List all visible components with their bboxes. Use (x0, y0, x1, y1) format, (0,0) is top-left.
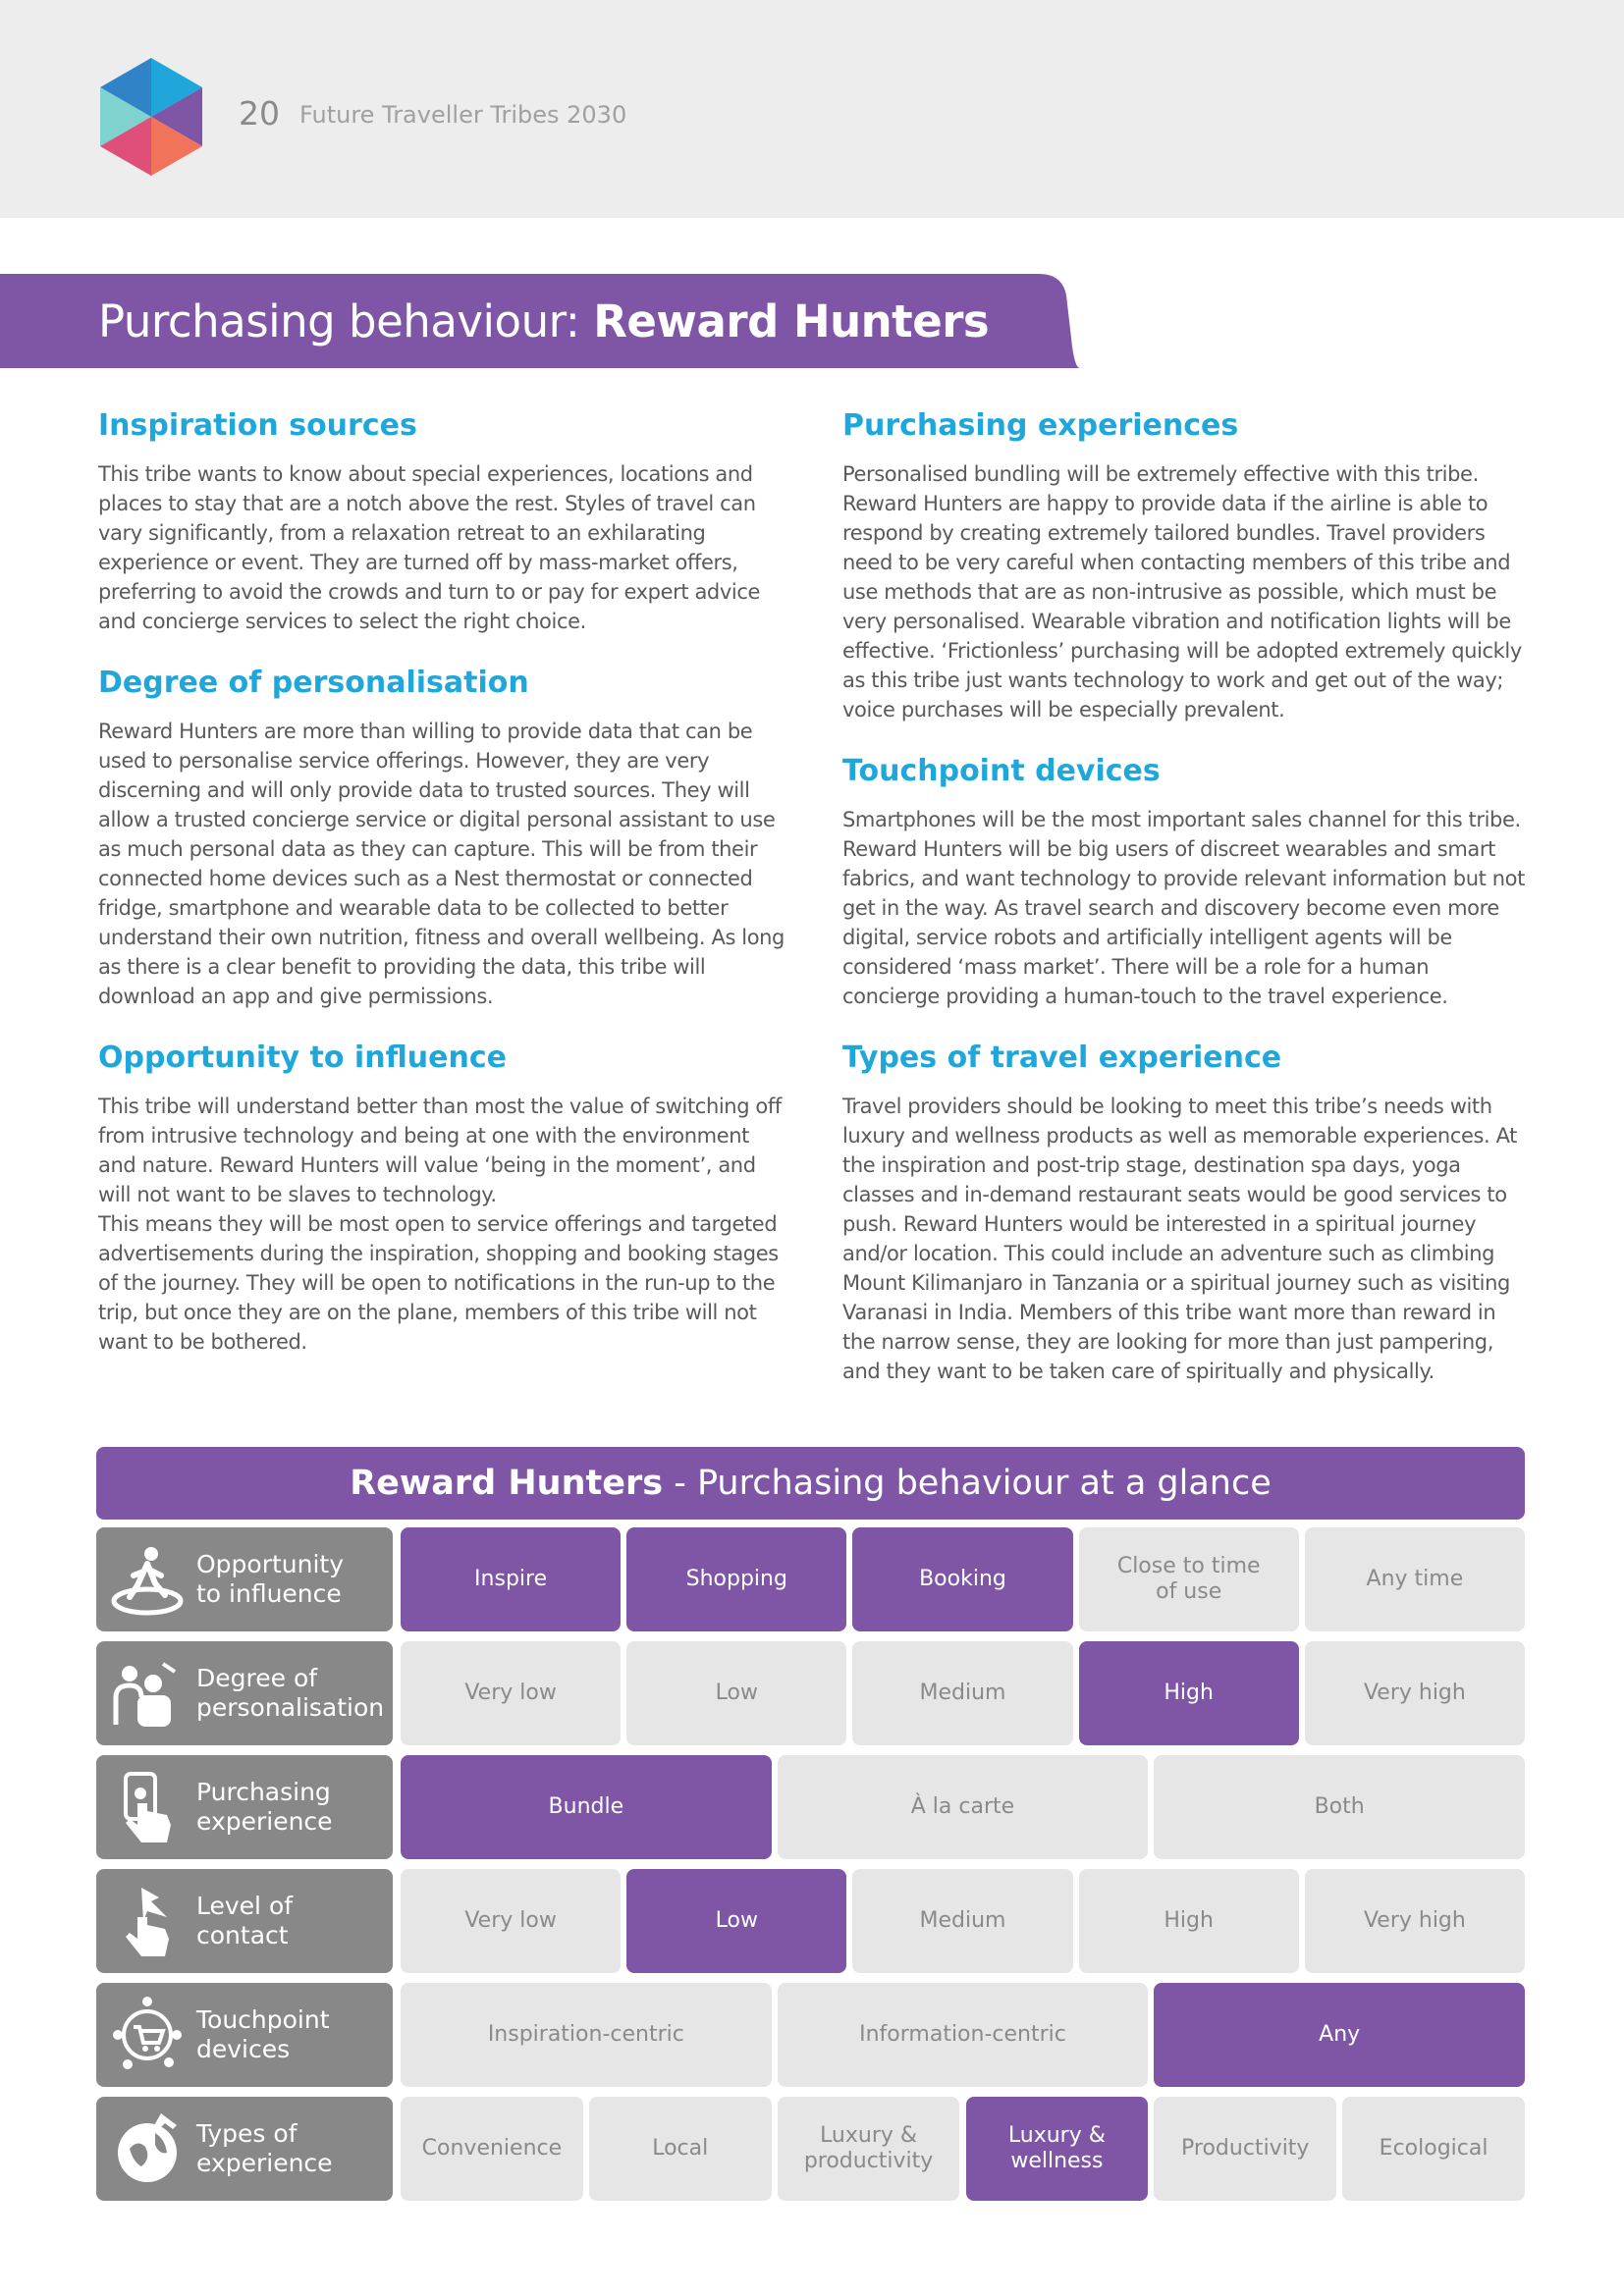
glance-title-emphasis: Reward Hunters (350, 1464, 664, 1503)
section-purchasing-experiences (842, 404, 1530, 724)
section-heading: Opportunity to influence (98, 1041, 508, 1075)
glance-cell: Medium (852, 1641, 1072, 1745)
left-column (98, 404, 785, 1382)
section-heading: Purchasing experiences (842, 408, 1239, 443)
glance-cell: Medium (852, 1869, 1072, 1973)
glance-row-label (96, 1869, 393, 1973)
section-opportunity-to-influence (98, 1037, 785, 1357)
globe-plane-icon (108, 2109, 187, 2188)
glance-row-label (96, 1527, 393, 1631)
glance-row-label-text: Degree of personalisation (196, 1664, 385, 1722)
section-body: Reward Hunters are more than willing to provide data that can be used to personalise service offerings. However, they are very discerning and will only provide data to trusted sources. They will allow a trusted concierge service or digital personal assistant to use as much personal data as they can capture. This will be from their connected home devices such as a Nest thermostat or connected fridge, smartphone and wearable data to be collected to better understand their own nutrition, fitness and overall wellbeing. As long as there is a clear benefit to providing the data, this tribe will download an app and give permissions. (98, 720, 785, 1008)
glance-cell: Luxury & wellness (966, 2097, 1149, 2201)
glance-cell: Very high (1305, 1641, 1525, 1745)
glance-cell: Very low (401, 1641, 621, 1745)
glance-cell: Close to time of use (1079, 1527, 1299, 1631)
glance-row-label-text: Opportunity to influence (196, 1550, 345, 1608)
section-body: Travel providers should be looking to meet this tribe’s needs with luxury and wellness products as well as memorable experiences. At the inspiration and post-trip stage, destination spa days, yoga classes and in-demand restaurant seats would be good services to push. Reward Hunters would be interested in a spiritual journey and/or location. This could include an adventure such as climbing Mount Kilimanjaro in Tanzania or a spiritual journey such as visiting Varanasi in India. Members of this tribe want more than reward in the narrow sense, they are looking for more than just pampering, and they want to be taken care of spiritually and physically. (842, 1095, 1518, 1383)
glance-row-label (96, 1755, 393, 1859)
glance-cell: Luxury & productivity (778, 2097, 960, 2201)
section-touchpoint-devices (842, 750, 1530, 1011)
glance-row-label (96, 2097, 393, 2201)
glance-cell: Productivity (1154, 2097, 1336, 2201)
glance-cell: À la carte (778, 1755, 1149, 1859)
glance-cell: High (1079, 1869, 1299, 1973)
document-title: Future Traveller Tribes 2030 (299, 101, 627, 129)
phone-touch-icon (108, 1768, 187, 1846)
glance-cell: Any time (1305, 1527, 1525, 1631)
glance-row-label (96, 1983, 393, 2087)
section-body: This tribe wants to know about special experiences, locations and places to stay that are a notch above the rest. Styles of travel can vary significantly, from a relaxation retreat to an exhilarating experience or event. They are turned off by mass-market offers, preferring to avoid the crowds and turn to or pay for expert advice and concierge services to select the right choice. (98, 462, 760, 633)
glance-cell: Very high (1305, 1869, 1525, 1973)
glance-cell: Booking (852, 1527, 1072, 1631)
glance-cell: Very low (401, 1869, 621, 1973)
section-degree-of-personalisation (98, 662, 785, 1011)
glance-cell: Both (1154, 1755, 1525, 1859)
page-title (98, 295, 989, 347)
section-body: Personalised bundling will be extremely effective with this tribe. Reward Hunters are happy to provide data if the airline is able to respond by creating extremely tailored bundles. Travel providers need to be very careful when contacting members of this tribe and use methods that are as non-intrusive as possible, which must be very personalised. Wearable vibration and notification lights will be effective. ‘Frictionless’ purchasing will be adopted extremely quickly as this tribe just wants technology to work and get out of the way; voice purchases will be especially prevalent. (842, 462, 1522, 721)
section-heading: Degree of personalisation (98, 666, 529, 700)
glance-title-rest: - Purchasing behaviour at a glance (663, 1464, 1272, 1503)
page-number: 20 (239, 94, 280, 133)
title-prefix: Purchasing behaviour: (98, 295, 594, 347)
glance-cell: Low (626, 1869, 846, 1973)
section-heading: Touchpoint devices (842, 754, 1161, 788)
hexagon-logo-icon (92, 57, 210, 177)
glance-row-label-text: Types of experience (196, 2119, 333, 2177)
glance-cell: Local (589, 2097, 772, 2201)
personalisation-icon (108, 1654, 187, 1733)
person-stepping-icon (108, 1540, 187, 1619)
section-types-of-travel-experience (842, 1037, 1530, 1386)
glance-row-label-text: Purchasing experience (196, 1778, 333, 1836)
glance-cell: High (1079, 1641, 1299, 1745)
glance-cell: Convenience (401, 2097, 583, 2201)
glance-cell: Low (626, 1641, 846, 1745)
hand-contact-icon (108, 1882, 187, 1960)
glance-cell: Ecological (1342, 2097, 1525, 2201)
right-column (842, 404, 1530, 1412)
glance-cell: Bundle (401, 1755, 772, 1859)
glance-title-bar (96, 1447, 1525, 1520)
glance-cell: Information-centric (778, 1983, 1149, 2087)
shopping-cart-network-icon (108, 1996, 187, 2074)
section-inspiration-sources (98, 404, 785, 636)
glance-cell: Shopping (626, 1527, 846, 1631)
glance-cell: Inspiration-centric (401, 1983, 772, 2087)
glance-cell: Inspire (401, 1527, 621, 1631)
section-heading: Inspiration sources (98, 408, 417, 443)
section-body: Smartphones will be the most important sales channel for this tribe. Reward Hunters will be big users of discreet wearables and smart fabrics, and want technology to provide relevant information but not get in the way. As travel search and discovery become even more digital, service robots and artificially intelligent agents will be considered ‘mass market’. There will be a role for a human concierge providing a human-touch to the travel experience. (842, 808, 1525, 1008)
glance-row-label (96, 1641, 393, 1745)
glance-row-label-text: Touchpoint devices (196, 2005, 330, 2063)
section-body: This tribe will understand better than most the value of switching off from intrusive technology and being at one with the environment and nature. Reward Hunters will value ‘being in the moment’, and will not want to be slaves to technology. This means they will be most open to service offerings and targeted advertisements during the inspiration, shopping and booking stages of the journey. They will be open to notifications in the run-up to the trip, but once they are on the plane, members of this tribe will not want to be bothered. (98, 1095, 782, 1354)
title-emphasis: Reward Hunters (593, 295, 990, 347)
glance-cell: Any (1154, 1983, 1525, 2087)
section-heading: Types of travel experience (842, 1041, 1282, 1075)
glance-row-label-text: Level of contact (196, 1892, 294, 1949)
